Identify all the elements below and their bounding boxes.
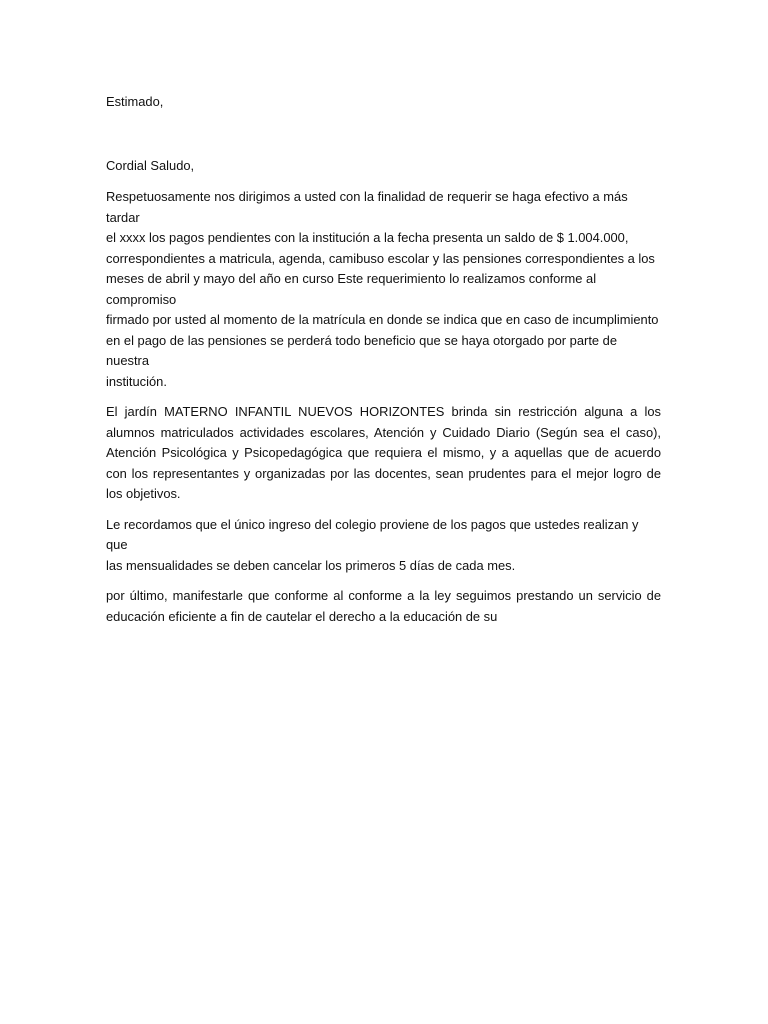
salutation: Cordial Saludo, [106,157,195,173]
letter-body [106,92,661,637]
paragraph-payment-request: Respetuosamente nos dirigimos a usted con la finalidad de requerir se haga efectivo a más tardar el xxxx los pagos pendientes con la institución a la fecha presenta un saldo de $ 1.004.000, correspondientes a matricula, agenda, camibuso escolar y las pensiones correspondientes a los meses de abril y mayo del año en curso Este requerimiento lo realizamos conforme al compromiso firmado por usted al momento de la matrícula en donde se indica que en caso de incumplimiento en el pago de las pensiones se perderá todo beneficio que se haya otorgado por parte de nuestra institución. [106,189,659,389]
paragraph-services: El jardín MATERNO INFANTIL NUEVOS HORIZONTES brinda sin restricción alguna a los alumnos matriculados actividades escolares, Atención y Cuidado Diario (Según sea el caso), Atención Psicológica y Psicopedagógica que requiera el mismo, y a aquellas que de acuerdo con los representantes y organizadas por las docentes, sean prudentes para el mejor logro de los objetivos. [106,404,661,501]
paragraph-reminder: Le recordamos que el único ingreso del colegio proviene de los pagos que ustedes realizan y que las mensualidades se deben cancelar los primeros 5 días de cada mes. [106,516,639,573]
paragraph-closing: por último, manifestarle que conforme al conforme a la ley seguimos prestando un servicio de educación eficiente a fin de cautelar el derecho a la educación de su [106,588,661,624]
greeting: Estimado, [106,94,164,109]
